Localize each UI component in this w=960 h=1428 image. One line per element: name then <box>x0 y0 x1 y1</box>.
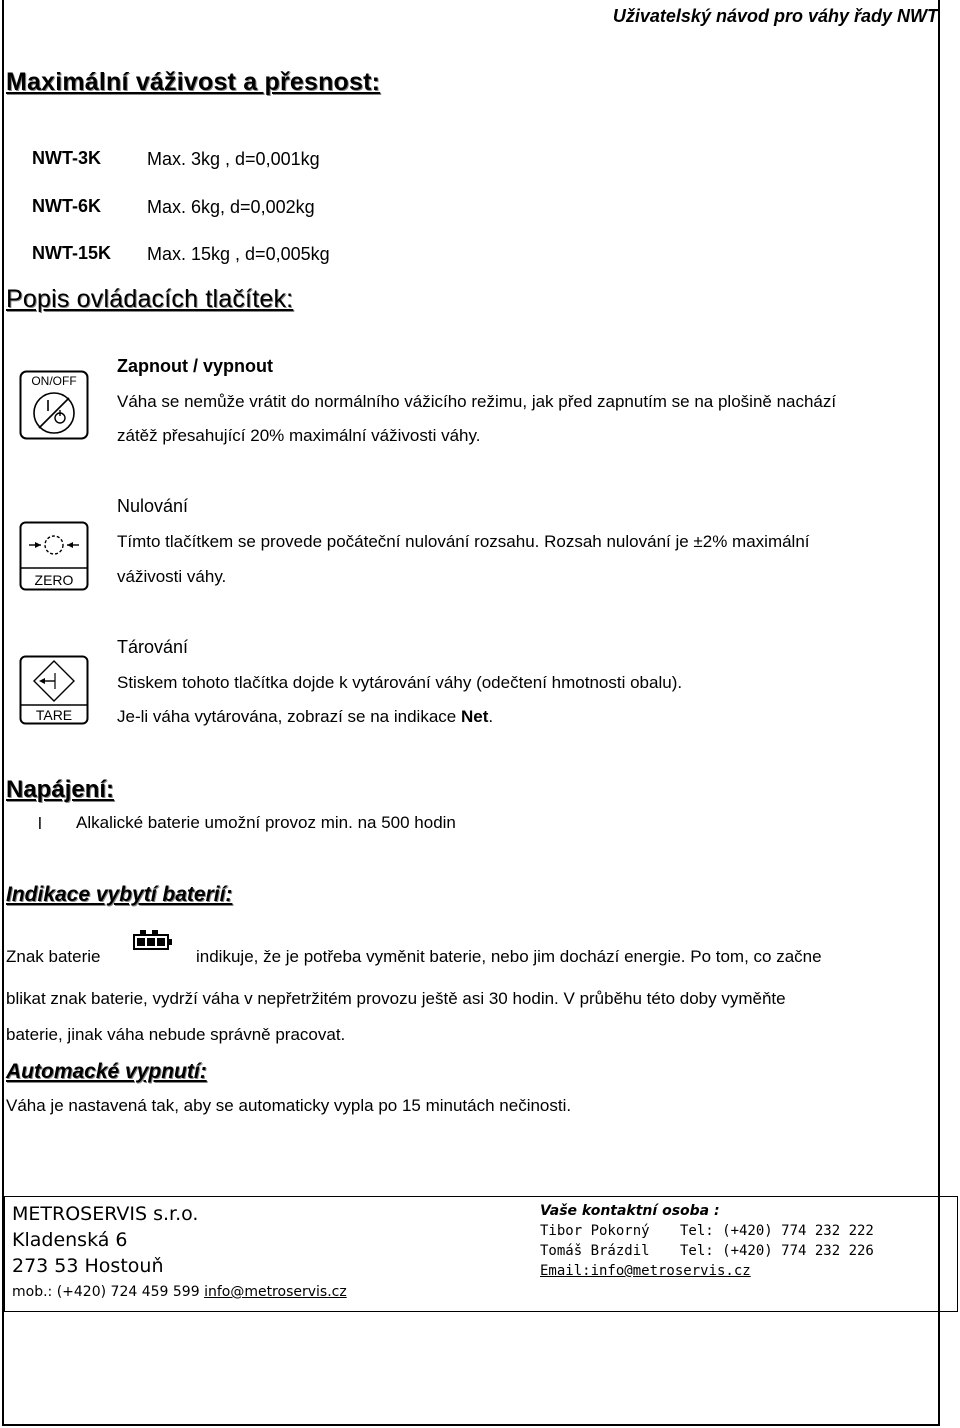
tare-description-line2 <box>117 700 493 734</box>
contact-block <box>540 1201 874 1281</box>
contact-tel: Tel: (+420) 774 232 222 <box>680 1223 874 1239</box>
tare-icon-label: TARE <box>35 707 73 723</box>
onoff-icon-label: ON/OFF <box>31 374 77 388</box>
company-street: Kladenská 6 <box>12 1229 128 1251</box>
company-block <box>12 1201 347 1305</box>
tare-button-icon <box>19 655 89 725</box>
mobile-label: mob.: (+420) 724 459 599 <box>12 1284 205 1300</box>
model-name: NWT-3K <box>32 148 101 168</box>
contact-row <box>540 1241 874 1261</box>
battery-line2: blikat znak baterie, vydrží váha v nepřetržitém provozu ještě asi 30 hodin. V průběhu této doby vyměňte <box>6 989 786 1008</box>
tare-description-line1: Stiskem tohoto tlačítka dojde k vytárování váhy (odečtení hmotnosti obalu). <box>117 673 683 692</box>
contact-tel: Tel: (+420) 774 232 226 <box>680 1243 874 1259</box>
model-name: NWT-6K <box>32 196 101 216</box>
page-header: Uživatelský návod pro váhy řady NWT <box>612 6 938 26</box>
company-name: METROSERVIS s.r.o. <box>12 1203 199 1225</box>
battery-line3: baterie, jinak váha nebude správně pracovat. <box>6 1025 346 1044</box>
model-spec: Max. 3kg , d=0,001kg <box>147 149 320 169</box>
contact-name: Tibor Pokorný <box>540 1223 650 1239</box>
zero-button-icon <box>19 521 89 591</box>
power-text: Alkalické baterie umožní provoz min. na 500 hodin <box>76 813 456 832</box>
zero-description-line2: váživosti váhy. <box>117 567 227 586</box>
section-capacity-heading: Maximální váživost a přesnost: <box>6 68 381 96</box>
zero-description-line1: Tímto tlačítkem se provede počáteční nulování rozsahu. Rozsah nulování je ±2% maximální <box>117 532 810 551</box>
model-name: NWT-15K <box>32 243 112 263</box>
onoff-title: Zapnout / vypnout <box>117 356 273 376</box>
tare-line2-suffix: . <box>488 707 494 726</box>
model-spec: Max. 15kg , d=0,005kg <box>147 244 330 264</box>
bullet-marker: l <box>38 814 42 833</box>
model-spec: Max. 6kg, d=0,002kg <box>147 197 315 217</box>
contact-name: Tomáš Brázdil <box>540 1243 650 1259</box>
contact-header: Vaše kontaktní osoba : <box>540 1203 720 1219</box>
tare-line2-text: Je-li váha vytárována, zobrazí se na indikace <box>117 707 461 726</box>
section-battery-heading: Indikace vybytí baterií: <box>6 883 233 906</box>
contact-email-link[interactable]: Email:info@metroservis.cz <box>540 1263 751 1279</box>
onoff-description-line2: zátěž přesahující 20% maximální váživosti váhy. <box>117 426 481 445</box>
auto-text: Váha je nastavená tak, aby se automaticky vypla po 15 minutách nečinosti. <box>6 1096 572 1115</box>
section-power-heading: Napájení: <box>6 776 115 803</box>
company-email-link[interactable]: info@metroservis.cz <box>204 1284 347 1300</box>
company-city: 273 53 Hostouň <box>12 1255 164 1277</box>
company-mobile <box>12 1279 347 1305</box>
section-buttons-heading: Popis ovládacích tlačítek: <box>6 285 294 313</box>
net-label: Net <box>460 707 489 726</box>
battery-icon <box>130 929 174 953</box>
battery-prefix: Znak baterie <box>6 947 101 966</box>
section-auto-heading: Automacké vypnutí: <box>6 1060 207 1083</box>
footer-box <box>4 1196 958 1312</box>
zero-title: Nulování <box>117 496 189 516</box>
onoff-description-line1: Váha se nemůže vrátit do normálního vážicího režimu, jak před zapnutím se na plošině nachází <box>117 392 837 411</box>
tare-title: Tárování <box>117 637 189 657</box>
zero-icon-label: ZERO <box>34 572 74 588</box>
onoff-button-icon <box>19 370 89 440</box>
battery-line1: indikuje, že je potřeba vyměnit baterie, nebo jim dochází energie. Po tom, co začne <box>196 947 822 966</box>
contact-row <box>540 1221 874 1241</box>
